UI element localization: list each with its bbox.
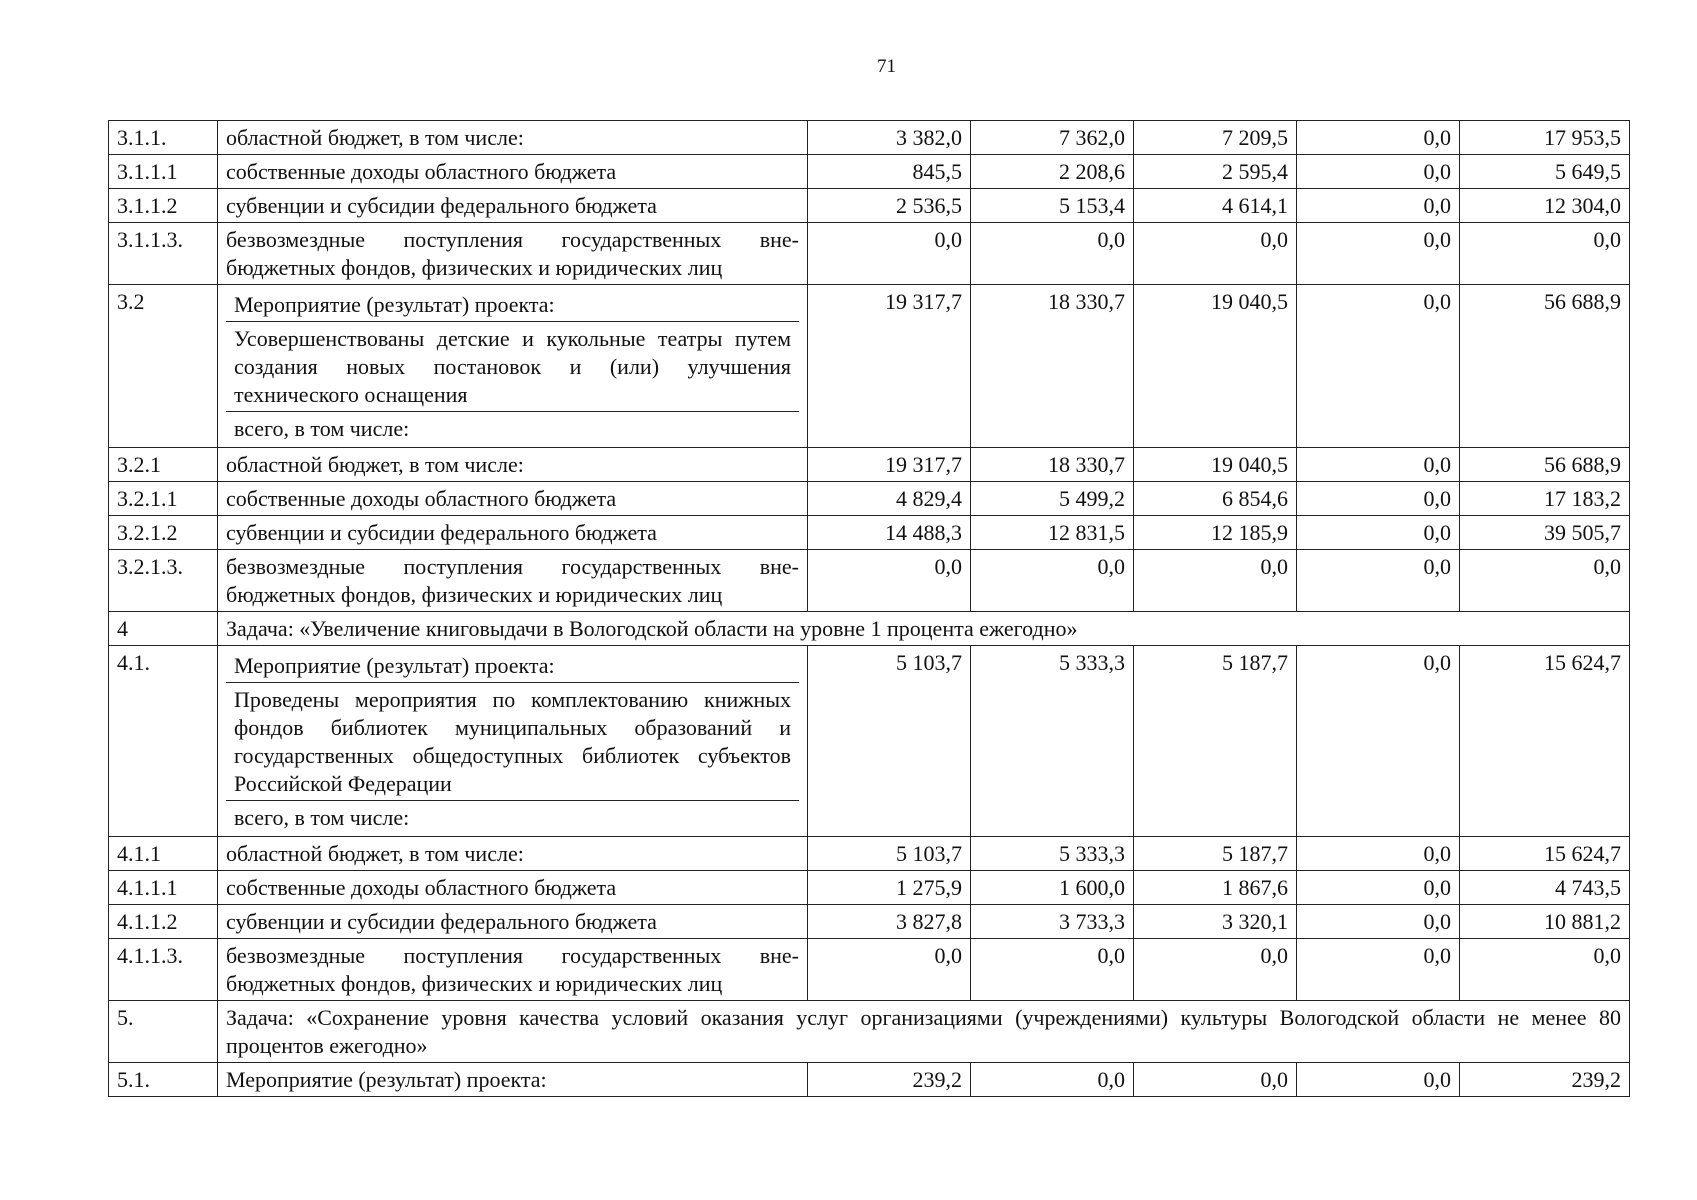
value-cell: 1 867,6 [1134,871,1297,905]
value-cell: 5 103,7 [808,837,971,871]
row-code: 3.2.1.2 [109,516,218,550]
value-cell: 3 382,0 [808,121,971,155]
value-cell: 4 743,5 [1460,871,1630,905]
value-cell: 19 317,7 [808,448,971,482]
value-cell: 0,0 [808,223,971,285]
row-name: субвенции и субсидии федерального бюджета [218,905,808,939]
value-cell: 0,0 [1297,646,1460,837]
value-cell: 0,0 [1460,550,1630,612]
value-cell: 845,5 [808,155,971,189]
row-name: областной бюджет, в том числе: [218,837,808,871]
value-cell: 15 624,7 [1460,646,1630,837]
row-code: 3.1.1.1 [109,155,218,189]
table-row [109,285,1630,448]
task-row [109,1001,1630,1063]
value-cell: 0,0 [1134,939,1297,1001]
row-code: 3.1.1. [109,121,218,155]
value-cell: 10 881,2 [1460,905,1630,939]
value-cell: 239,2 [1460,1063,1630,1097]
measure-cell [218,285,808,448]
value-cell: 56 688,9 [1460,285,1630,448]
value-cell: 3 733,3 [971,905,1134,939]
value-cell: 0,0 [1134,550,1297,612]
value-cell: 0,0 [1297,1063,1460,1097]
row-code: 5.1. [109,1063,218,1097]
value-cell: 0,0 [971,550,1134,612]
row-name: собственные доходы областного бюджета [218,871,808,905]
table-row [109,646,1630,837]
row-name: областной бюджет, в том числе: [218,448,808,482]
row-name: собственные доходы областного бюджета [218,482,808,516]
row-code: 4.1.1.2 [109,905,218,939]
row-code: 3.1.1.3. [109,223,218,285]
table-row [109,516,1630,550]
task-text: Задача: «Сохранение уровня качества условий оказания услуг организациями (учреждениями) культуры Вологодской области не менее 80 процентов ежегодно» [218,1001,1630,1063]
value-cell: 7 362,0 [971,121,1134,155]
row-name: субвенции и субсидии федерального бюджета [218,516,808,550]
value-cell: 239,2 [808,1063,971,1097]
value-cell: 0,0 [1297,905,1460,939]
value-cell: 5 333,3 [971,646,1134,837]
value-cell: 18 330,7 [971,285,1134,448]
value-cell: 17 953,5 [1460,121,1630,155]
row-code: 4.1. [109,646,218,837]
table-row [109,189,1630,223]
measure-description: Проведены мероприятия по комплектованию книжных фондов библиотек муниципальных образований и государственных общедоступных библиотек субъектов Российской Федерации [226,682,799,800]
value-cell: 3 827,8 [808,905,971,939]
row-name: Мероприятие (результат) проекта: [218,1063,808,1097]
value-cell: 0,0 [808,550,971,612]
value-cell: 12 831,5 [971,516,1134,550]
value-cell: 0,0 [1297,448,1460,482]
value-cell: 19 040,5 [1134,285,1297,448]
table-row [109,905,1630,939]
value-cell: 5 187,7 [1134,646,1297,837]
table-row [109,155,1630,189]
value-cell: 18 330,7 [971,448,1134,482]
value-cell: 0,0 [1460,223,1630,285]
value-cell: 0,0 [1297,482,1460,516]
value-cell: 0,0 [1297,550,1460,612]
value-cell: 5 187,7 [1134,837,1297,871]
table-row [109,550,1630,612]
value-cell: 2 208,6 [971,155,1134,189]
value-cell: 6 854,6 [1134,482,1297,516]
value-cell: 7 209,5 [1134,121,1297,155]
value-cell: 56 688,9 [1460,448,1630,482]
task-row [109,612,1630,646]
row-code: 4.1.1.1 [109,871,218,905]
value-cell: 5 103,7 [808,646,971,837]
value-cell: 0,0 [1134,223,1297,285]
row-code: 4.1.1 [109,837,218,871]
value-cell: 5 499,2 [971,482,1134,516]
value-cell: 0,0 [1134,1063,1297,1097]
value-cell: 0,0 [971,1063,1134,1097]
value-cell: 4 614,1 [1134,189,1297,223]
value-cell: 2 595,4 [1134,155,1297,189]
table-row [109,871,1630,905]
value-cell: 19 040,5 [1134,448,1297,482]
table-row [109,223,1630,285]
value-cell: 0,0 [971,939,1134,1001]
row-code: 3.2 [109,285,218,448]
row-name: областной бюджет, в том числе: [218,121,808,155]
value-cell: 0,0 [1297,516,1460,550]
measure-total-label: всего, в том числе: [226,800,799,834]
table-row [109,837,1630,871]
row-code: 4.1.1.3. [109,939,218,1001]
table-row [109,1063,1630,1097]
value-cell: 15 624,7 [1460,837,1630,871]
value-cell: 12 304,0 [1460,189,1630,223]
value-cell: 0,0 [1297,285,1460,448]
value-cell: 12 185,9 [1134,516,1297,550]
row-code: 3.2.1.3. [109,550,218,612]
value-cell: 3 320,1 [1134,905,1297,939]
value-cell: 0,0 [1297,121,1460,155]
task-text: Задача: «Увеличение книговыдачи в Вологодской области на уровне 1 процента ежегодно» [218,612,1630,646]
value-cell: 0,0 [808,939,971,1001]
value-cell: 2 536,5 [808,189,971,223]
row-code: 3.2.1 [109,448,218,482]
value-cell: 0,0 [1297,155,1460,189]
measure-title: Мероприятие (результат) проекта: [234,292,555,317]
table-row [109,939,1630,1001]
value-cell: 19 317,7 [808,285,971,448]
measure-title: Мероприятие (результат) проекта: [234,653,555,678]
row-code: 5. [109,1001,218,1063]
row-name: собственные доходы областного бюджета [218,155,808,189]
value-cell: 0,0 [1297,837,1460,871]
table-row [109,121,1630,155]
value-cell: 14 488,3 [808,516,971,550]
value-cell: 0,0 [1297,189,1460,223]
row-name: безвозмездные поступления государственных вне-бюджетных фондов, физических и юридических лиц [218,939,808,1001]
budget-table [108,120,1630,1097]
measure-description: Усовершенствованы детские и кукольные театры путем создания новых постановок и (или) улучшения технического оснащения [226,321,799,411]
value-cell: 5 153,4 [971,189,1134,223]
value-cell: 5 649,5 [1460,155,1630,189]
value-cell: 39 505,7 [1460,516,1630,550]
row-name: безвозмездные поступления государственных вне-бюджетных фондов, физических и юридических лиц [218,550,808,612]
value-cell: 0,0 [1297,939,1460,1001]
row-code: 3.2.1.1 [109,482,218,516]
table-row [109,482,1630,516]
value-cell: 5 333,3 [971,837,1134,871]
row-code: 4 [109,612,218,646]
measure-cell [218,646,808,837]
value-cell: 4 829,4 [808,482,971,516]
value-cell: 0,0 [1460,939,1630,1001]
value-cell: 0,0 [1297,223,1460,285]
value-cell: 0,0 [1297,871,1460,905]
measure-total-label: всего, в том числе: [226,411,799,445]
value-cell: 1 275,9 [808,871,971,905]
row-code: 3.1.1.2 [109,189,218,223]
row-name: субвенции и субсидии федерального бюджета [218,189,808,223]
value-cell: 17 183,2 [1460,482,1630,516]
page-number: 71 [877,56,896,77]
value-cell: 0,0 [971,223,1134,285]
row-name: безвозмездные поступления государственных вне-бюджетных фондов, физических и юридических лиц [218,223,808,285]
table-row [109,448,1630,482]
value-cell: 1 600,0 [971,871,1134,905]
